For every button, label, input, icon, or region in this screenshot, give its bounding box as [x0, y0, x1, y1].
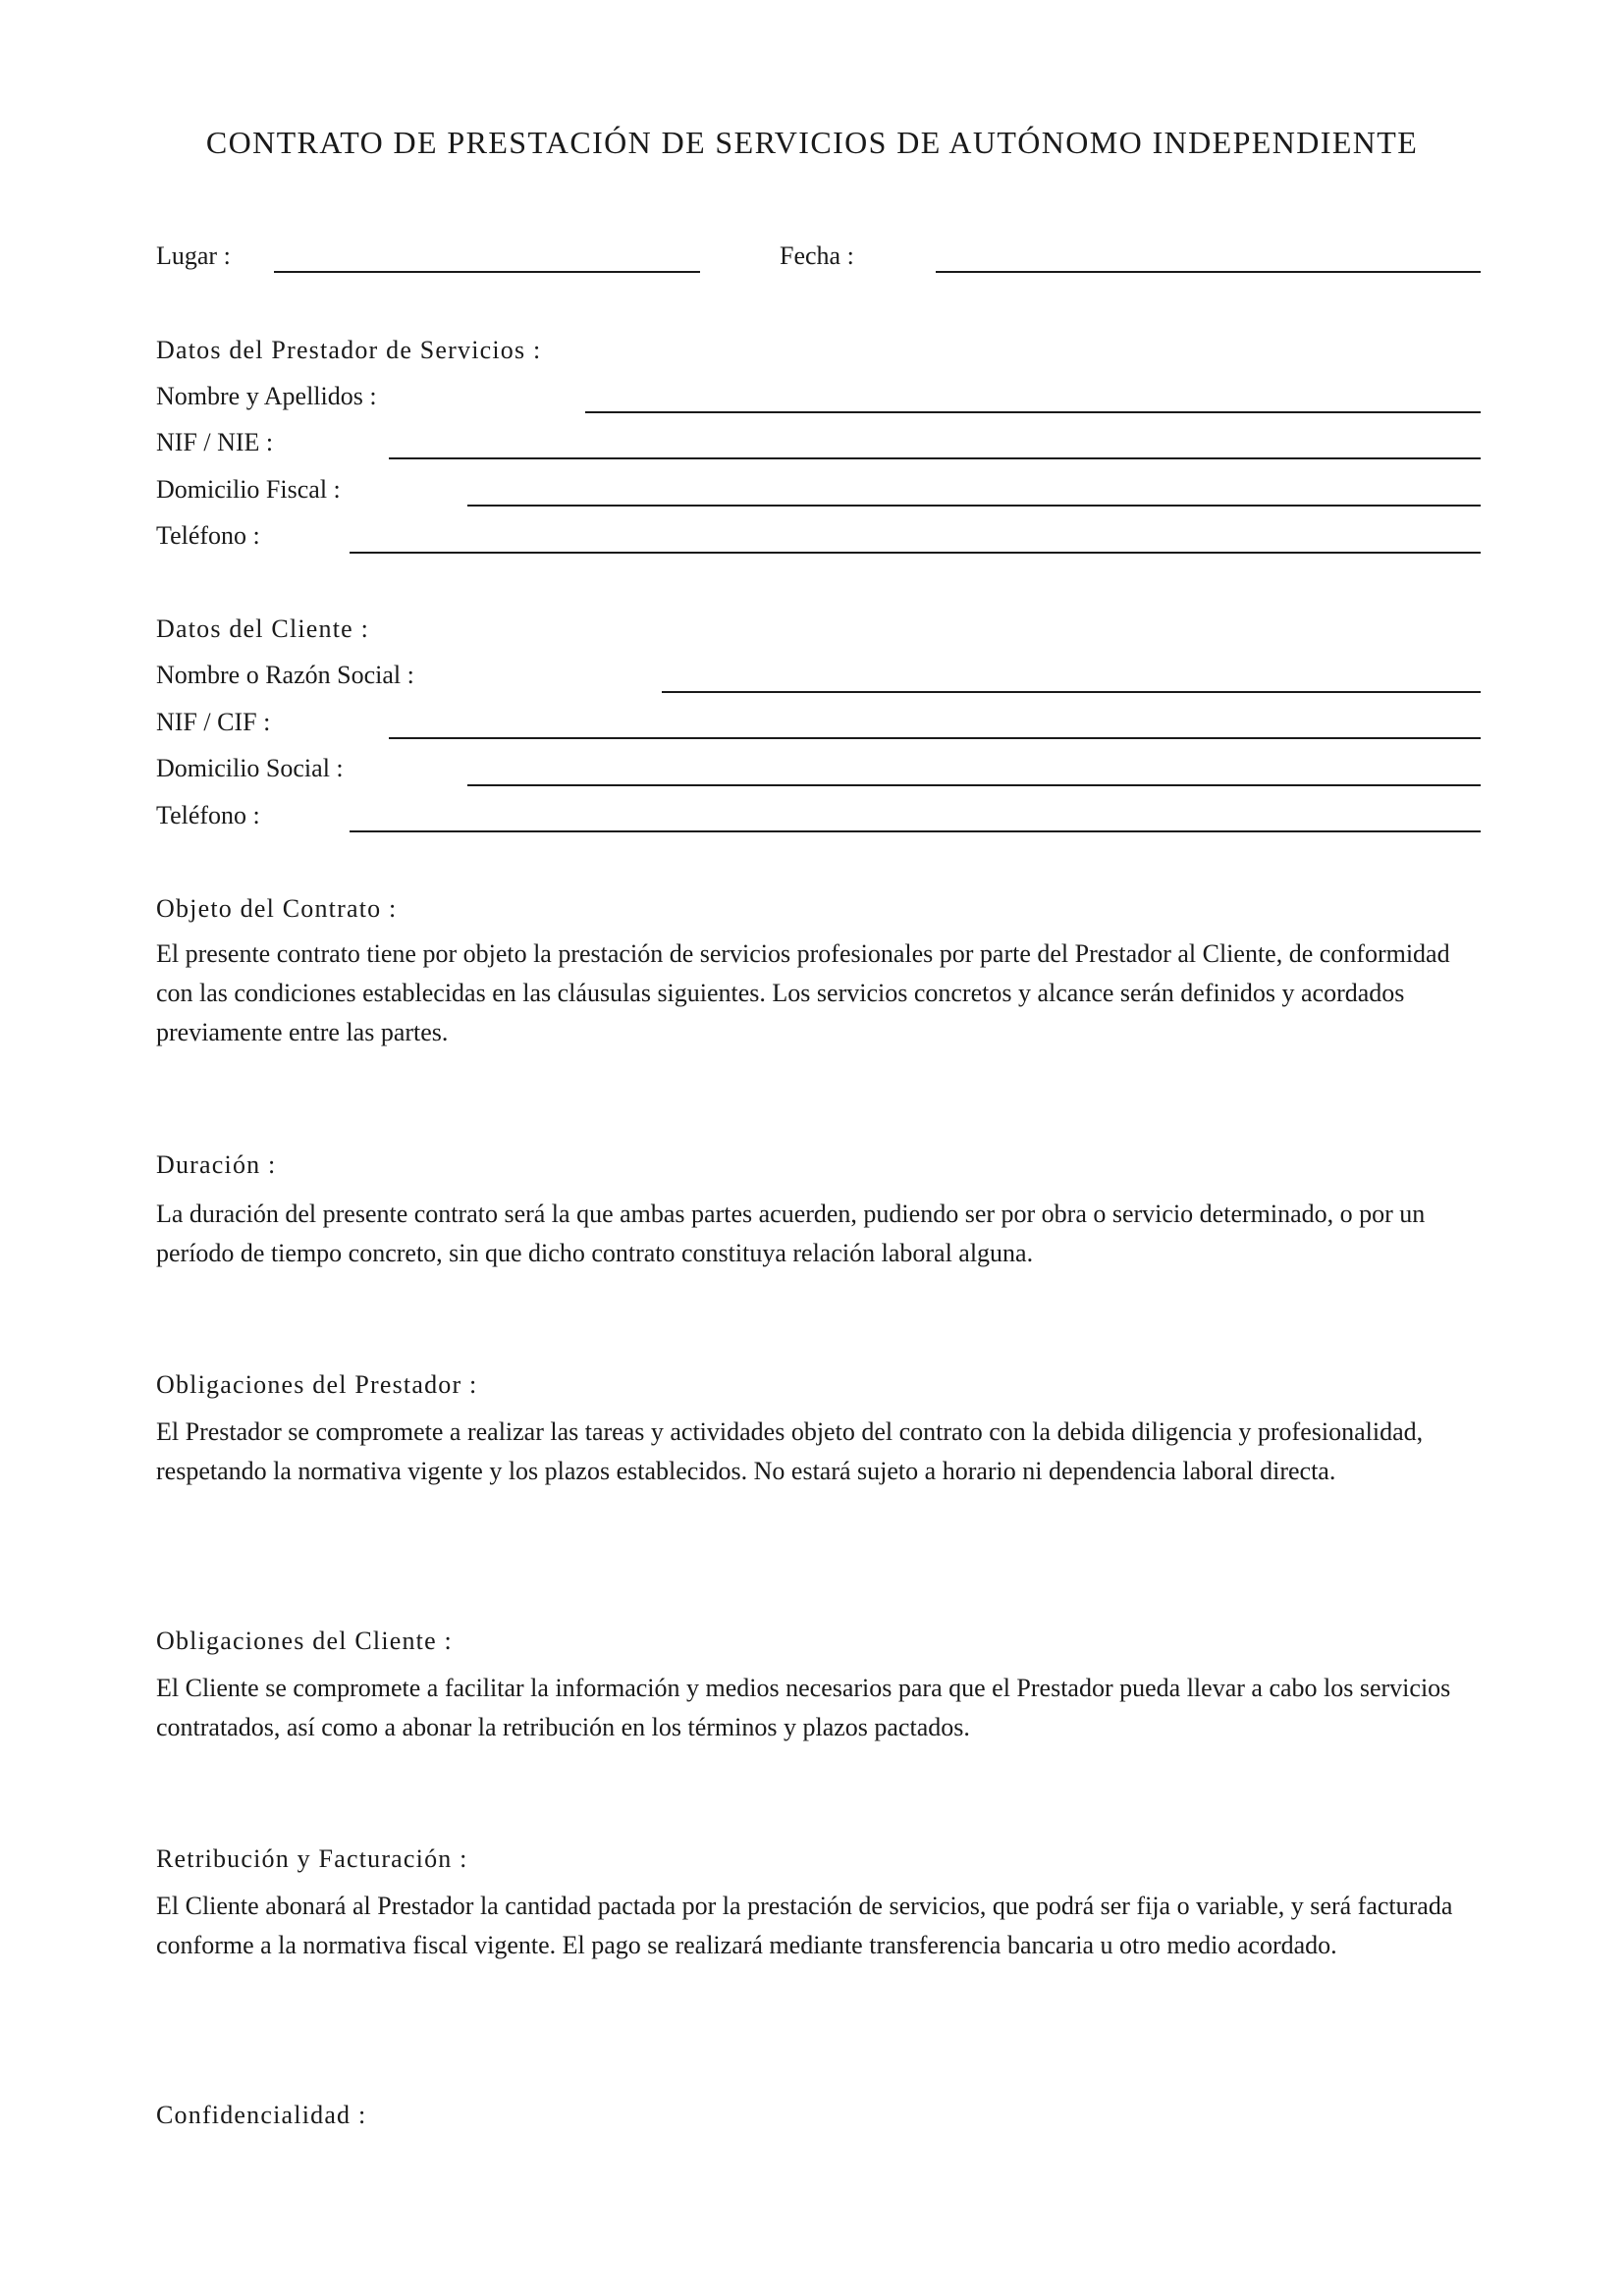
document-title: CONTRATO DE PRESTACIÓN DE SERVICIOS DE AUTÓNOMO INDEPENDIENTE: [205, 125, 1419, 160]
cliente-telefono-field[interactable]: [350, 830, 1481, 832]
objeto-text: El presente contrato tiene por objeto la prestación de servicios profesionales por parte del Prestador al Cliente, de conformidad con las condiciones establecidas en las cláusulas siguientes. Los servicios concretos y alcance serán definidos y acordados previamente entre las partes.: [156, 939, 1450, 1046]
cliente-nombre-label: Nombre o Razón Social :: [156, 661, 414, 689]
cliente-telefono-label: Teléfono :: [156, 801, 260, 829]
retribucion-heading: Retribución y Facturación :: [156, 1844, 468, 1873]
duracion-text: La duración del presente contrato será la que ambas partes acuerden, pudiendo ser por obra o servicio determinado, o por un período de tiempo concreto, sin que dicho contrato constituya relación laboral alguna.: [156, 1200, 1426, 1267]
cliente-domicilio-label: Domicilio Social :: [156, 754, 344, 782]
prestador-domicilio-field[interactable]: [467, 505, 1481, 507]
cliente-nombre-field[interactable]: [662, 691, 1481, 693]
prestador-nif-label: NIF / NIE :: [156, 428, 274, 456]
cliente-heading: Datos del Cliente :: [156, 614, 370, 643]
fecha-field[interactable]: [936, 271, 1481, 273]
obligaciones-prestador-text: El Prestador se compromete a realizar las tareas y actividades objeto del contrato con la debida diligencia y profesionalidad, respetando la normativa vigente y los plazos establecidos. No estará sujeto a horario ni dependencia laboral directa.: [156, 1417, 1424, 1485]
fecha-label: Fecha :: [780, 241, 854, 270]
prestador-heading: Datos del Prestador de Servicios :: [156, 336, 542, 364]
prestador-nombre-field[interactable]: [585, 411, 1481, 413]
confidencialidad-heading: Confidencialidad :: [156, 2101, 367, 2129]
prestador-telefono-label: Teléfono :: [156, 521, 260, 550]
obligaciones-prestador-heading: Obligaciones del Prestador :: [156, 1370, 478, 1399]
prestador-nif-field[interactable]: [389, 457, 1481, 459]
objeto-heading: Objeto del Contrato :: [156, 894, 398, 923]
prestador-nombre-label: Nombre y Apellidos :: [156, 382, 377, 410]
lugar-field[interactable]: [274, 271, 700, 273]
retribucion-text: El Cliente abonará al Prestador la cantidad pactada por la prestación de servicios, que podrá ser fija o variable, y será facturada conforme a la normativa fiscal vigente. El pago se realizará mediante transferencia bancaria u otro medio acordado.: [156, 1892, 1453, 1959]
cliente-nif-field[interactable]: [389, 737, 1481, 739]
prestador-telefono-field[interactable]: [350, 552, 1481, 554]
cliente-nif-label: NIF / CIF :: [156, 708, 271, 736]
lugar-label: Lugar :: [156, 241, 231, 270]
obligaciones-cliente-heading: Obligaciones del Cliente :: [156, 1627, 453, 1655]
duracion-heading: Duración :: [156, 1150, 277, 1179]
obligaciones-cliente-text: El Cliente se compromete a facilitar la información y medios necesarios para que el Prestador pueda llevar a cabo los servicios contratados, así como a abonar la retribución en los términos y plazos pactados.: [156, 1674, 1451, 1741]
cliente-domicilio-field[interactable]: [467, 784, 1481, 786]
prestador-domicilio-label: Domicilio Fiscal :: [156, 475, 341, 504]
